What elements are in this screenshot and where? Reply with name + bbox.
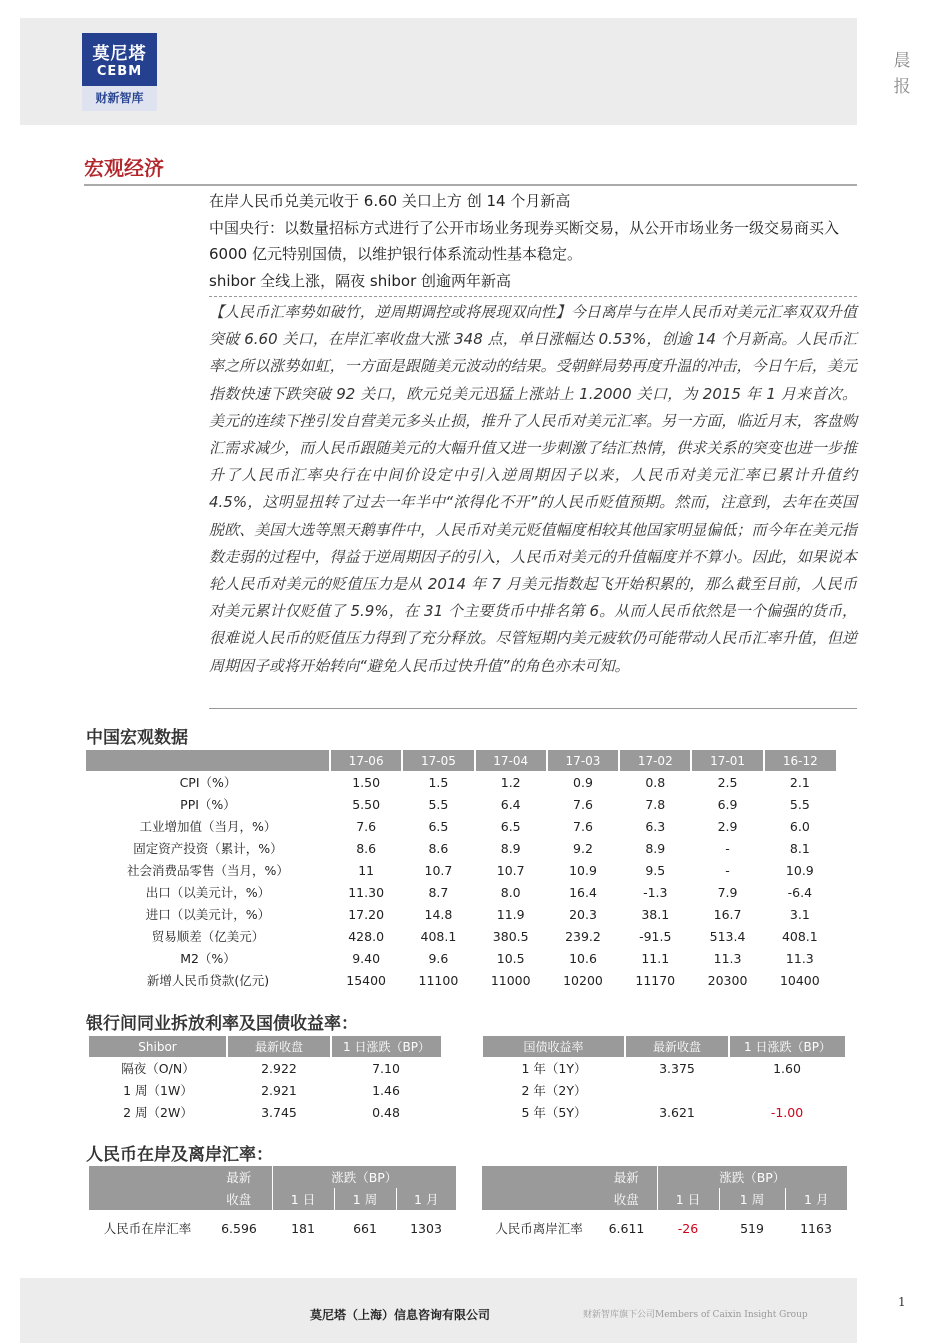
bond-header-row [483, 1036, 845, 1057]
macro-cell: 新增人民币贷款(亿元) [146, 973, 270, 988]
macro-cell: 16.4 [569, 884, 597, 900]
commentary-paragraph: 【人民币汇率势如破竹，逆周期调控或将展现双向性】今日离岸与在岸人民币对美元汇率双双升值突破 6.60 关口，在岸汇率收盘大涨 348 点，单日涨幅达 0.53%，创逾 14 个月新高。人民币汇率之所以涨势如虹，一方面是跟随美元波动的结果。受朝鲜局势再度升温的冲击，今日午后，美元指数快速下跌突破 92 关口，欧元兑美元迅猛上涨站上 1.2000 关口，为 2015 年 1 月来首次。美元的连续下挫引发自营美元多头止损，推升了人民币对美元汇率。另一方面，临近月末，客盘购汇需求减少，而人民币跟随美元的大幅升值又进一步刺激了结汇热情，供求关系的突变也进一步推升了人民币汇率央行在中间价设定中引入逆周期因子以来，人民币对美元汇率已累计升值约 4.5%，这明显扭转了过去一年半中“浓得化不开”的人民币贬值预期。然而，注意到，去年在英国脱欧、美国大选等黑天鹅事件中，人民币对美元贬值幅度相较其他国家明显偏低；而今年在美元指数走弱的过程中，得益于逆周期因子的引入，人民币对美元的升值幅度并不算小。因此，如果说本轮人民币对美元的贬值压力是从 2014 年 7 月美元指数起飞开始积累的，那么截至目前，人民币对美元累计仅贬值了 5.9%，在 31 个主要货币中排名第 6。从而人民币依然是一个偏强的货币，很难说人民币的贬值压力得到了充分释放。尽管短期内美元疲软仍可能带动人民币汇率升值，但逆周期因子或将开始转向“避免人民币过快升值”的角色亦未可知。 [209, 303, 857, 675]
macro-cell: 7.6 [573, 796, 593, 812]
macro-row [86, 969, 836, 991]
macro-cell: 进口（以美元计，%） [145, 907, 271, 922]
fx-cell: 6.596 [221, 1220, 257, 1236]
macro-cell: 10.5 [496, 950, 525, 966]
onshore-fx-row [89, 1210, 456, 1246]
section-divider [84, 184, 857, 186]
macro-cell: 428.0 [348, 928, 385, 944]
shibor-cell: 2.921 [261, 1082, 297, 1098]
macro-cell: 11100 [418, 972, 459, 988]
shibor-col-header: 最新收盘 [227, 1036, 331, 1057]
macro-cell: 10.7 [424, 862, 453, 878]
bond-yield-table [483, 1036, 845, 1123]
macro-cell: 0.8 [645, 774, 666, 790]
page-number: 1 [898, 1295, 906, 1309]
fx-header-cell: 1 周 [719, 1188, 785, 1210]
macro-cell: 11.1 [641, 950, 670, 966]
fx-header-cell: 涨跌（BP） [272, 1166, 456, 1188]
macro-row [86, 925, 836, 947]
macro-row [86, 793, 836, 815]
fx-title: 人民币在岸及离岸汇率： [86, 1145, 273, 1165]
fx-header-cell: 最新 [206, 1166, 272, 1188]
logo-line2: CEBM [96, 64, 143, 79]
doc-type-char-1: 晨 [893, 51, 911, 71]
macro-cell: 6.5 [500, 818, 521, 834]
bond-cell: 3.375 [659, 1060, 695, 1076]
macro-cell: 6.5 [428, 818, 449, 834]
macro-data-table [86, 750, 836, 991]
macro-cell: 0.9 [573, 774, 593, 790]
macro-cell: 8.6 [356, 840, 377, 856]
macro-cell: 10200 [563, 972, 603, 988]
macro-cell: 408.1 [781, 928, 818, 944]
macro-cell: 7.9 [717, 884, 738, 900]
shibor-row [89, 1079, 441, 1101]
macro-cell: 5.5 [789, 796, 810, 812]
macro-cell: 7.6 [356, 818, 377, 834]
shibor-cell: 3.745 [261, 1104, 297, 1120]
fx-header-cell: 收盘 [206, 1188, 272, 1210]
macro-row [86, 881, 836, 903]
macro-cell: -91.5 [639, 928, 672, 944]
bond-row [483, 1101, 845, 1123]
macro-header-row [86, 750, 836, 771]
macro-col-header: 16-12 [764, 750, 836, 771]
macro-cell: 11170 [635, 972, 676, 988]
fx-cell: 人民币在岸汇率 [103, 1221, 192, 1236]
macro-row [86, 815, 836, 837]
macro-cell: 15400 [346, 972, 387, 988]
macro-cell: 6.9 [717, 796, 738, 812]
macro-cell: 1.50 [352, 774, 381, 790]
headline-item: shibor 全线上涨，隔夜 shibor 创逾两年新高 [209, 271, 512, 290]
macro-cell: 5.5 [428, 796, 449, 812]
fx-header-cell: 1 月 [396, 1188, 456, 1210]
macro-col-header: 17-01 [691, 750, 763, 771]
macro-cell: 380.5 [492, 928, 529, 944]
fx-cell: 6.611 [608, 1220, 645, 1236]
macro-cell: 17.20 [348, 906, 385, 922]
macro-cell: 11 [358, 862, 375, 878]
macro-cell: 7.6 [573, 818, 593, 834]
fx-cell: 人民币离岸汇率 [495, 1221, 583, 1236]
macro-cell: 2.1 [789, 774, 810, 790]
macro-col-header: 17-06 [330, 750, 402, 771]
macro-cell: 5.50 [352, 796, 381, 812]
offshore-fx-row [482, 1210, 847, 1246]
macro-row [86, 903, 836, 925]
macro-cell: 10400 [779, 972, 820, 988]
fx-header-cell: 1 月 [785, 1188, 847, 1210]
fx-header-cell: 1 日 [657, 1188, 719, 1210]
shibor-cell: 2.922 [261, 1060, 297, 1076]
doc-type-char-2: 报 [893, 77, 911, 97]
macro-data-title: 中国宏观数据 [86, 728, 188, 748]
macro-cell: 6.3 [645, 818, 666, 834]
macro-row [86, 859, 836, 881]
macro-cell: 工业增加值（当月，%） [139, 819, 277, 834]
macro-cell: 11.3 [713, 950, 742, 966]
bond-col-header: 最新收盘 [625, 1036, 729, 1057]
shibor-cell: 7.10 [372, 1060, 400, 1076]
macro-cell: 8.6 [428, 840, 449, 856]
shibor-row [89, 1101, 441, 1123]
fx-cell-negative: -26 [677, 1220, 699, 1236]
macro-cell: 2.5 [717, 774, 738, 790]
fx-header-cell [482, 1166, 596, 1188]
offshore-fx-table [482, 1166, 847, 1246]
macro-cell: 20.3 [569, 906, 597, 922]
bond-row [483, 1079, 845, 1101]
commentary-divider [209, 708, 857, 709]
macro-cell: 10.6 [569, 950, 597, 966]
macro-cell: PPI（%） [180, 797, 236, 812]
shibor-row [89, 1057, 441, 1079]
macro-row [86, 837, 836, 859]
macro-cell: -6.4 [787, 884, 813, 900]
macro-cell: 513.4 [709, 928, 746, 944]
fx-cell: 1163 [800, 1220, 832, 1236]
macro-cell: 3.1 [789, 906, 810, 922]
macro-col-header: 17-05 [402, 750, 474, 771]
macro-cell: 11.3 [785, 950, 814, 966]
macro-cell: 10.9 [785, 862, 814, 878]
shibor-cell: 1.46 [372, 1082, 400, 1098]
bond-cell: 5 年（5Y） [521, 1105, 587, 1120]
fx-header-cell: 1 日 [272, 1188, 334, 1210]
fx-header-cell: 最新 [596, 1166, 657, 1188]
shibor-cell: 0.48 [372, 1104, 400, 1120]
macro-cell: 社会消费品零售（当月，%） [127, 863, 289, 878]
onshore-header-row-top [89, 1166, 456, 1188]
macro-cell: 20300 [707, 972, 748, 988]
macro-cell: 11.9 [496, 906, 525, 922]
fx-cell: 181 [291, 1220, 315, 1236]
headline-divider [209, 296, 857, 297]
cebm-logo [82, 33, 157, 111]
shibor-col-header: Shibor [89, 1036, 227, 1057]
fx-header-cell [89, 1188, 206, 1210]
macro-cell: 16.7 [713, 906, 742, 922]
macro-cell: 14.8 [424, 906, 453, 922]
fx-header-cell [89, 1166, 206, 1188]
shibor-col-header: 1 日涨跌（BP） [331, 1036, 441, 1057]
macro-cell: 1.2 [500, 774, 521, 790]
shibor-header-row [89, 1036, 441, 1057]
section-title: 宏观经济 [84, 156, 164, 180]
macro-cell: 贸易顺差（亿美元） [151, 929, 265, 944]
fx-header-cell: 涨跌（BP） [657, 1166, 847, 1188]
macro-cell: 8.7 [428, 884, 449, 900]
macro-cell: 239.2 [565, 928, 601, 944]
headline-item: 中国央行：以数量招标方式进行了公开市场业务现券买断交易，从公开市场业务一级交易商买入 6000 亿元特别国债，以维护银行体系流动性基本稳定。 [209, 218, 840, 263]
onshore-header-row-bottom [89, 1188, 456, 1210]
macro-cell: 9.6 [428, 950, 449, 966]
macro-col-header [86, 750, 330, 771]
macro-cell: 出口（以美元计，%） [145, 885, 271, 900]
macro-cell: 8.0 [500, 884, 521, 900]
macro-row [86, 771, 836, 793]
macro-cell: 8.1 [789, 840, 810, 856]
macro-cell: 8.9 [500, 840, 521, 856]
fx-header-cell: 收盘 [596, 1188, 657, 1210]
macro-col-header: 17-02 [619, 750, 691, 771]
bond-col-header: 1 日涨跌（BP） [729, 1036, 845, 1057]
offshore-header-row-bottom [482, 1188, 847, 1210]
fx-header-cell: 1 周 [334, 1188, 396, 1210]
logo-line3: 财新智库 [82, 86, 157, 111]
shibor-cell: 隔夜（O/N） [121, 1061, 195, 1076]
macro-cell: CPI（%） [179, 775, 237, 790]
macro-cell: - [725, 840, 730, 856]
macro-cell: 10.9 [569, 862, 597, 878]
macro-cell: 9.40 [352, 950, 381, 966]
bond-cell [729, 1079, 845, 1101]
bond-cell: 3.621 [659, 1104, 695, 1120]
macro-cell: 固定资产投资（累计，%） [133, 841, 283, 856]
bond-cell [625, 1079, 729, 1101]
macro-cell: - [725, 862, 730, 878]
macro-cell: 7.8 [645, 796, 666, 812]
offshore-header-row-top [482, 1166, 847, 1188]
fx-cell: 1303 [410, 1220, 442, 1236]
headline-list [209, 188, 857, 294]
bond-cell: 1 年（1Y） [521, 1061, 587, 1076]
fx-cell: 661 [353, 1220, 377, 1236]
macro-col-header: 17-04 [475, 750, 547, 771]
macro-cell: 11000 [490, 972, 531, 988]
macro-cell: -1.3 [643, 884, 668, 900]
bond-cell: 1.60 [773, 1060, 801, 1076]
footer-company-name: 莫尼塔（上海）信息咨询有限公司 [310, 1308, 491, 1322]
fx-header-cell [482, 1188, 596, 1210]
macro-cell: 10.7 [496, 862, 525, 878]
doc-type-label [890, 48, 914, 100]
macro-cell: 408.1 [420, 928, 457, 944]
logo-line1: 莫尼塔 [92, 44, 147, 64]
macro-cell: 2.9 [717, 818, 738, 834]
shibor-cell: 1 周（1W） [123, 1083, 193, 1098]
bond-cell: 2 年（2Y） [521, 1083, 587, 1098]
macro-cell: M2（%） [180, 951, 236, 966]
bond-cell: -1.00 [770, 1104, 804, 1120]
headline-item: 在岸人民币兑美元收于 6.60 关口上方 创 14 个月新高 [209, 192, 571, 210]
macro-row [86, 947, 836, 969]
macro-cell: 9.2 [573, 840, 593, 856]
bond-row [483, 1057, 845, 1079]
macro-cell: 11.30 [348, 884, 385, 900]
fx-cell: 519 [740, 1220, 764, 1236]
macro-cell: 9.5 [645, 862, 666, 878]
shibor-cell: 2 周（2W） [123, 1105, 193, 1120]
macro-cell: 1.5 [428, 774, 449, 790]
onshore-fx-table [89, 1166, 456, 1246]
macro-cell: 38.1 [641, 906, 670, 922]
bond-col-header: 国债收益率 [483, 1036, 625, 1057]
rates-title: 银行间同业拆放利率及国债收益率： [86, 1014, 358, 1034]
footer-group-note: 财新智库旗下公司Members of Caixin Insight Group [583, 1310, 808, 1320]
shibor-table [89, 1036, 441, 1123]
macro-cell: 6.4 [500, 796, 521, 812]
macro-cell: 6.0 [789, 818, 810, 834]
macro-col-header: 17-03 [547, 750, 619, 771]
macro-cell: 8.9 [645, 840, 666, 856]
